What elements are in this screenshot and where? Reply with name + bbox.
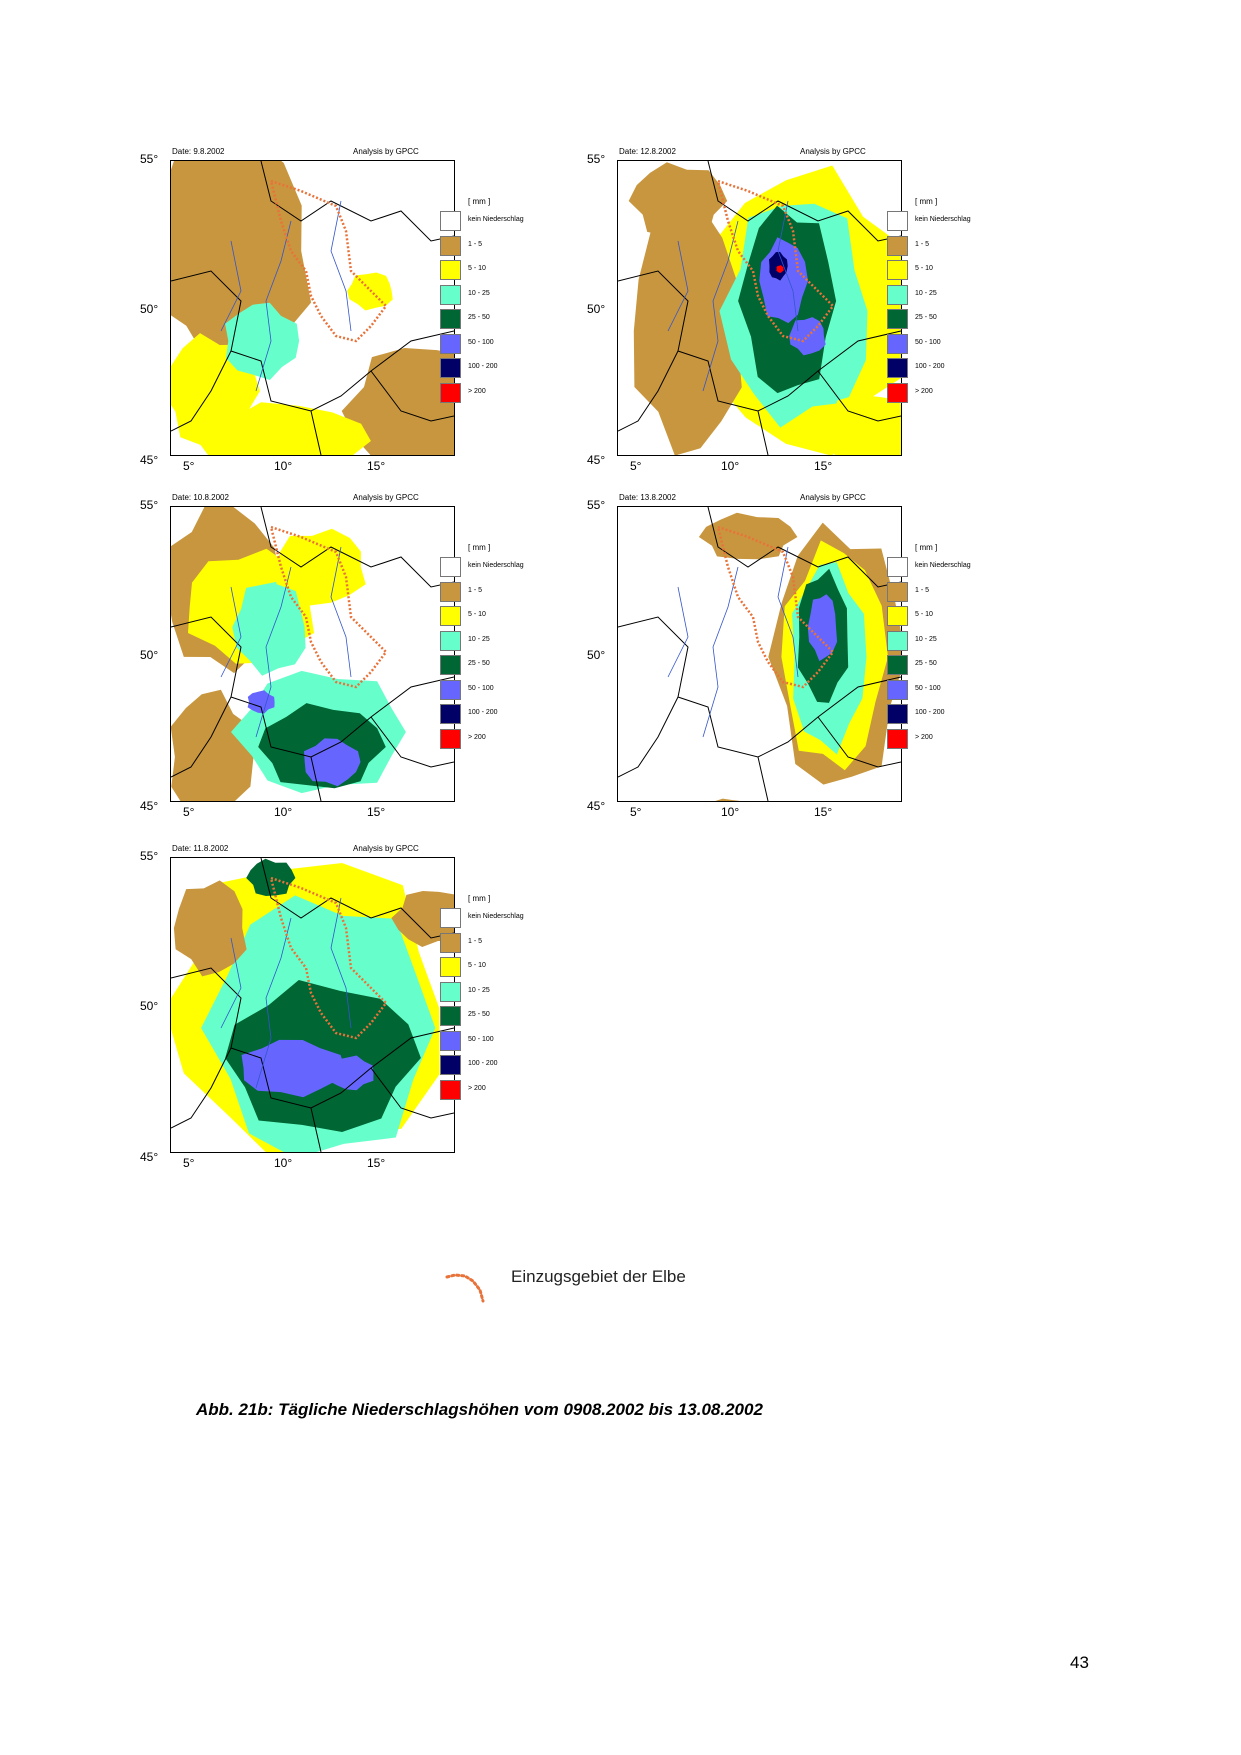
map-date-label: Date: 9.8.2002: [172, 147, 225, 156]
legend-swatch: [887, 260, 908, 280]
legend-label: > 200: [915, 733, 933, 741]
legend-item: [887, 631, 1047, 651]
legend-swatch: [440, 211, 461, 231]
legend-item: [887, 334, 1047, 354]
legend-swatch: [887, 606, 908, 626]
legend-swatch: [440, 655, 461, 675]
legend-unit: [ mm ]: [468, 197, 491, 206]
legend-label: 10 - 25: [915, 289, 937, 297]
legend-label: 50 - 100: [915, 338, 941, 346]
legend-label: 50 - 100: [468, 684, 494, 692]
legend-swatch: [887, 631, 908, 651]
legend-item: [440, 285, 600, 305]
legend-swatch: [887, 358, 908, 378]
elbe-catchment-legend: [445, 1265, 745, 1305]
legend-swatch: [887, 680, 908, 700]
legend-label: > 200: [468, 733, 486, 741]
map-date-label: Date: 13.8.2002: [619, 493, 676, 502]
legend-label: 5 - 10: [468, 265, 486, 272]
legend-item: [887, 606, 1047, 626]
legend-label: 1 - 5: [468, 586, 483, 594]
map-svg: [618, 161, 901, 455]
legend-item: [440, 729, 600, 749]
legend-label: kein Niederschlag: [468, 562, 524, 569]
lon-label-15: 15°: [367, 1156, 386, 1170]
legend-swatch: [440, 1031, 461, 1051]
legend-swatch: [887, 309, 908, 329]
legend-item: [440, 1031, 600, 1051]
analysis-label: Analysis by GPCC: [353, 147, 419, 156]
legend-swatch: [440, 704, 461, 724]
legend-item: [440, 582, 600, 602]
lat-label-55: 55°: [587, 152, 606, 166]
legend-swatch: [440, 334, 461, 354]
lon-label-10: 10°: [274, 459, 293, 473]
legend-swatch: [887, 582, 908, 602]
legend-swatch: [440, 1055, 461, 1075]
legend-label: 5 - 10: [468, 962, 486, 969]
lat-label-45: 45°: [140, 453, 159, 467]
legend-swatch: [887, 729, 908, 749]
legend-item: [887, 383, 1047, 403]
lon-label-5: 5°: [183, 805, 195, 819]
precipitation-map: [617, 160, 902, 456]
legend-label: > 200: [468, 387, 486, 395]
legend-label: 25 - 50: [915, 660, 937, 667]
legend-item: [887, 260, 1047, 280]
precipitation-map: [170, 160, 455, 456]
legend-swatch: [440, 285, 461, 305]
legend-swatch: [887, 285, 908, 305]
legend-unit: [ mm ]: [468, 543, 491, 552]
map-date-label: Date: 10.8.2002: [172, 493, 229, 502]
legend-item: [440, 631, 600, 651]
legend-label: 5 - 10: [468, 611, 486, 618]
legend-label: > 200: [468, 1084, 486, 1092]
lon-label-10: 10°: [274, 1156, 293, 1170]
precipitation-area: [171, 690, 254, 801]
legend-item: [440, 557, 600, 577]
legend-item: [440, 680, 600, 700]
legend-swatch: [440, 260, 461, 280]
legend-swatch: [440, 933, 461, 953]
legend-label: 10 - 25: [468, 289, 490, 297]
lon-label-5: 5°: [630, 805, 642, 819]
legend-label: kein Niederschlag: [468, 216, 524, 223]
legend-item: [440, 606, 600, 626]
lon-label-10: 10°: [721, 805, 740, 819]
lat-label-45: 45°: [587, 799, 606, 813]
legend-item: [440, 358, 600, 378]
legend-item: [887, 285, 1047, 305]
legend-label: 5 - 10: [915, 265, 933, 272]
map-date-label: Date: 12.8.2002: [619, 147, 676, 156]
legend-label: 50 - 100: [468, 338, 494, 346]
legend-label: > 200: [915, 387, 933, 395]
legend-label: 1 - 5: [915, 240, 930, 248]
legend-item: [440, 260, 600, 280]
legend-label: 25 - 50: [915, 314, 937, 321]
legend-item: [887, 557, 1047, 577]
map-panel-3: [587, 493, 1047, 833]
analysis-label: Analysis by GPCC: [353, 844, 419, 853]
lon-label-10: 10°: [274, 805, 293, 819]
legend-label: 10 - 25: [468, 986, 490, 994]
lat-label-45: 45°: [140, 1150, 159, 1164]
analysis-label: Analysis by GPCC: [353, 493, 419, 502]
legend-unit: [ mm ]: [915, 543, 938, 552]
legend-label: 50 - 100: [915, 684, 941, 692]
legend-label: 10 - 25: [915, 635, 937, 643]
map-panel-4: [140, 844, 600, 1184]
legend-swatch: [440, 557, 461, 577]
legend-label: 25 - 50: [468, 660, 490, 667]
legend-unit: [ mm ]: [915, 197, 938, 206]
legend-label: kein Niederschlag: [468, 913, 524, 920]
lat-label-45: 45°: [587, 453, 606, 467]
country-border: [618, 697, 678, 777]
legend-label: 100 - 200: [468, 709, 498, 716]
legend-item: [440, 211, 600, 231]
legend-item: [887, 211, 1047, 231]
map-date-label: Date: 11.8.2002: [172, 844, 229, 853]
map-svg: [618, 507, 901, 801]
legend-item: [887, 729, 1047, 749]
lat-label-50: 50°: [140, 302, 159, 316]
legend-label: kein Niederschlag: [915, 216, 971, 223]
legend-item: [440, 908, 600, 928]
legend-item: [440, 933, 600, 953]
legend-swatch: [440, 631, 461, 651]
precipitation-area: [703, 799, 751, 801]
legend-swatch: [440, 236, 461, 256]
legend-item: [887, 704, 1047, 724]
legend-item: [887, 309, 1047, 329]
legend-item: [440, 309, 600, 329]
legend-label: 25 - 50: [468, 1011, 490, 1018]
legend-swatch: [887, 211, 908, 231]
river: [703, 567, 738, 737]
legend-swatch: [440, 957, 461, 977]
legend-item: [887, 680, 1047, 700]
legend-swatch: [887, 334, 908, 354]
legend-item: [440, 334, 600, 354]
legend-item: [887, 582, 1047, 602]
legend-swatch: [440, 729, 461, 749]
legend-item: [440, 704, 600, 724]
legend-swatch: [440, 309, 461, 329]
precipitation-map: [170, 506, 455, 802]
precipitation-map: [170, 857, 455, 1153]
legend-swatch: [887, 704, 908, 724]
legend-label: 5 - 10: [915, 611, 933, 618]
analysis-label: Analysis by GPCC: [800, 147, 866, 156]
lat-label-50: 50°: [587, 302, 606, 316]
map-svg: [171, 858, 454, 1152]
lon-label-15: 15°: [367, 459, 386, 473]
legend-label: 100 - 200: [468, 363, 498, 370]
lat-label-50: 50°: [140, 999, 159, 1013]
legend-swatch: [887, 236, 908, 256]
legend-label: kein Niederschlag: [915, 562, 971, 569]
legend-swatch: [887, 383, 908, 403]
legend-label: 25 - 50: [468, 314, 490, 321]
legend-item: [440, 957, 600, 977]
legend-label: 1 - 5: [468, 240, 483, 248]
lon-label-5: 5°: [630, 459, 642, 473]
lat-label-55: 55°: [140, 849, 159, 863]
legend-label: 100 - 200: [915, 709, 945, 716]
legend-label: 10 - 25: [468, 635, 490, 643]
legend-item: [440, 383, 600, 403]
legend-label: 100 - 200: [915, 363, 945, 370]
map-panel-0: [140, 147, 600, 487]
legend-swatch: [440, 1006, 461, 1026]
legend-item: [440, 982, 600, 1002]
map-svg: [171, 507, 454, 801]
lat-label-50: 50°: [140, 648, 159, 662]
figure-caption: Abb. 21b: Tägliche Niederschlagshöhen vom 0908.2002 bis 13.08.2002: [196, 1400, 763, 1419]
legend-label: 1 - 5: [915, 586, 930, 594]
map-panel-2: [140, 493, 600, 833]
legend-item: [887, 358, 1047, 378]
legend-item: [440, 236, 600, 256]
legend-item: [440, 655, 600, 675]
legend-swatch: [887, 655, 908, 675]
lat-label-50: 50°: [587, 648, 606, 662]
catchment-line-sample: [445, 1265, 489, 1305]
lat-label-55: 55°: [587, 498, 606, 512]
legend-label: 1 - 5: [468, 937, 483, 945]
legend-swatch: [887, 557, 908, 577]
legend-swatch: [440, 908, 461, 928]
legend-item: [887, 655, 1047, 675]
legend-item: [887, 236, 1047, 256]
legend-swatch: [440, 606, 461, 626]
catchment-legend-label: Einzugsgebiet der Elbe: [511, 1267, 686, 1286]
legend-swatch: [440, 680, 461, 700]
map-panel-1: [587, 147, 1047, 487]
analysis-label: Analysis by GPCC: [800, 493, 866, 502]
map-svg: [171, 161, 454, 455]
lon-label-15: 15°: [367, 805, 386, 819]
lat-label-55: 55°: [140, 498, 159, 512]
legend-label: 100 - 200: [468, 1060, 498, 1067]
lat-label-45: 45°: [140, 799, 159, 813]
legend-label: 50 - 100: [468, 1035, 494, 1043]
lon-label-15: 15°: [814, 459, 833, 473]
country-border: [758, 757, 768, 801]
lat-label-55: 55°: [140, 152, 159, 166]
legend-swatch: [440, 582, 461, 602]
lon-label-15: 15°: [814, 805, 833, 819]
legend-unit: [ mm ]: [468, 894, 491, 903]
legend-swatch: [440, 1080, 461, 1100]
lon-label-5: 5°: [183, 459, 195, 473]
legend-item: [440, 1080, 600, 1100]
legend-swatch: [440, 383, 461, 403]
precipitation-map: [617, 506, 902, 802]
lon-label-5: 5°: [183, 1156, 195, 1170]
lon-label-10: 10°: [721, 459, 740, 473]
legend-item: [440, 1055, 600, 1075]
legend-swatch: [440, 982, 461, 1002]
page-number: 43: [1070, 1653, 1089, 1672]
legend-item: [440, 1006, 600, 1026]
legend-swatch: [440, 358, 461, 378]
